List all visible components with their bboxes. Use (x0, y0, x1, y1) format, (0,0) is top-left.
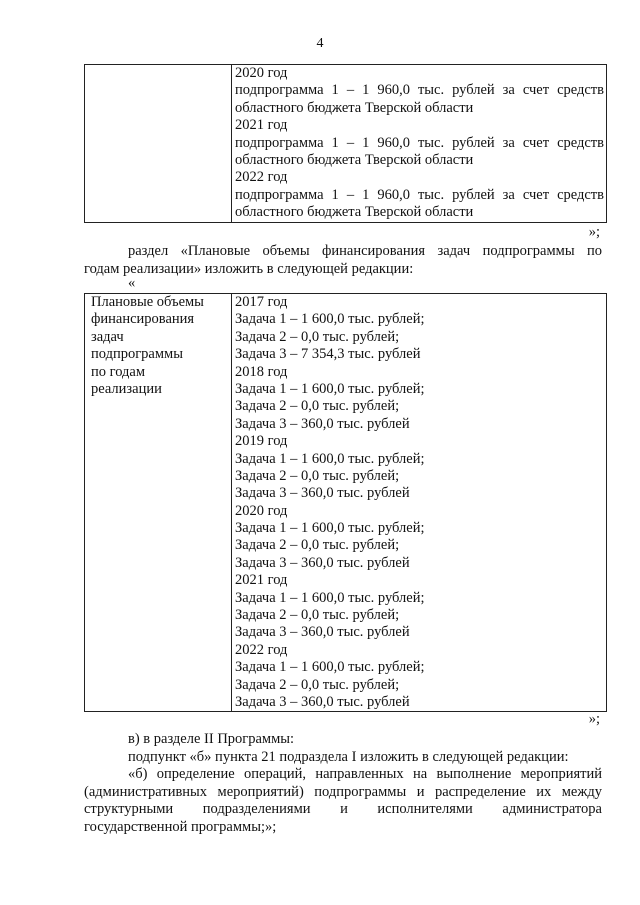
closing-quote: »; (588, 224, 600, 240)
table-line: Задача 3 – 360,0 тыс. рублей (235, 554, 410, 571)
table-line: Задача 1 – 1 600,0 тыс. рублей; (235, 589, 425, 606)
table-line: 2022 год (235, 169, 288, 186)
heading-line: реализации (91, 380, 162, 397)
section-intro (84, 243, 602, 278)
table-cell-values (232, 294, 607, 712)
heading-line: Плановые объемы (91, 294, 204, 310)
text-line: (административных мероприятий) подпрограммы и распределение их между (84, 783, 602, 800)
table-line: Задача 3 – 360,0 тыс. рублей (235, 415, 410, 432)
text-line: структурными подразделениями и исполнителями администратора (84, 801, 602, 818)
table-line: 2021 год (235, 572, 288, 589)
table-line: 2019 год (235, 433, 288, 450)
table-line: Задача 2 – 0,0 тыс. рублей; (235, 607, 400, 624)
table-line: подпрограмма 1 – 1 960,0 тыс. рублей за счет средств (235, 134, 604, 151)
section-intro-line: годам реализации» изложить в следующей редакции: (84, 260, 414, 277)
table-line: Задача 2 – 0,0 тыс. рублей; (235, 537, 400, 554)
table-line: 2022 год (235, 641, 288, 658)
table-line: Задача 1 – 1 600,0 тыс. рублей; (235, 659, 425, 676)
heading-line: финансирования (91, 311, 195, 328)
table-line: Задача 1 – 1 600,0 тыс. рублей; (235, 520, 425, 537)
table-cell-heading (85, 294, 232, 712)
table-line: Задача 3 – 360,0 тыс. рублей (235, 485, 410, 502)
table-line: подпрограмма 1 – 1 960,0 тыс. рублей за счет средств (235, 186, 604, 203)
opening-quote: « (128, 275, 136, 291)
amendment-text (84, 731, 602, 837)
table-cell-funding (232, 65, 607, 223)
continued-table (84, 64, 607, 223)
text-line: государственной программы;»; (84, 818, 277, 835)
text-line: «б) определение операций, направленных на выполнение мероприятий (128, 766, 602, 783)
section-intro-line: раздел «Плановые объемы финансирования задач подпрограммы по (128, 243, 602, 259)
table-line: Задача 2 – 0,0 тыс. рублей; (235, 467, 400, 484)
table-line: Задача 2 – 0,0 тыс. рублей; (235, 328, 400, 345)
table-line: 2020 год (235, 502, 288, 519)
item-v: в) в разделе II Программы: (128, 731, 295, 747)
table-line: Задача 2 – 0,0 тыс. рублей; (235, 398, 400, 415)
closing-quote: »; (588, 711, 600, 727)
table-line: областного бюджета Тверской области (235, 204, 474, 221)
heading-line: подпрограммы (91, 346, 183, 363)
table-line: 2017 год (235, 294, 288, 310)
table-line: Задача 1 – 1 600,0 тыс. рублей; (235, 311, 425, 328)
table-line: Задача 1 – 1 600,0 тыс. рублей; (235, 450, 425, 467)
subpoint-line: подпункт «б» пункта 21 подраздела I изложить в следующей редакции: (128, 748, 569, 765)
heading-line: по годам (91, 363, 146, 380)
page-number: 4 (316, 36, 324, 51)
table-line: Задача 3 – 360,0 тыс. рублей (235, 693, 410, 710)
table-line: подпрограмма 1 – 1 960,0 тыс. рублей за счет средств (235, 82, 604, 99)
table-line: Задача 3 – 7 354,3 тыс. рублей (235, 346, 421, 363)
table-line: областного бюджета Тверской области (235, 151, 474, 168)
table-line: 2020 год (235, 65, 288, 81)
table-line: областного бюджета Тверской области (235, 99, 474, 116)
table-line: Задача 3 – 360,0 тыс. рублей (235, 624, 410, 641)
table-line: 2018 год (235, 363, 288, 380)
table-cell-empty (85, 65, 232, 223)
table-line: Задача 1 – 1 600,0 тыс. рублей; (235, 380, 425, 397)
table-line: 2021 год (235, 117, 288, 134)
table-line: Задача 2 – 0,0 тыс. рублей; (235, 676, 400, 693)
funding-table (84, 293, 607, 712)
heading-line: задач (91, 328, 124, 345)
